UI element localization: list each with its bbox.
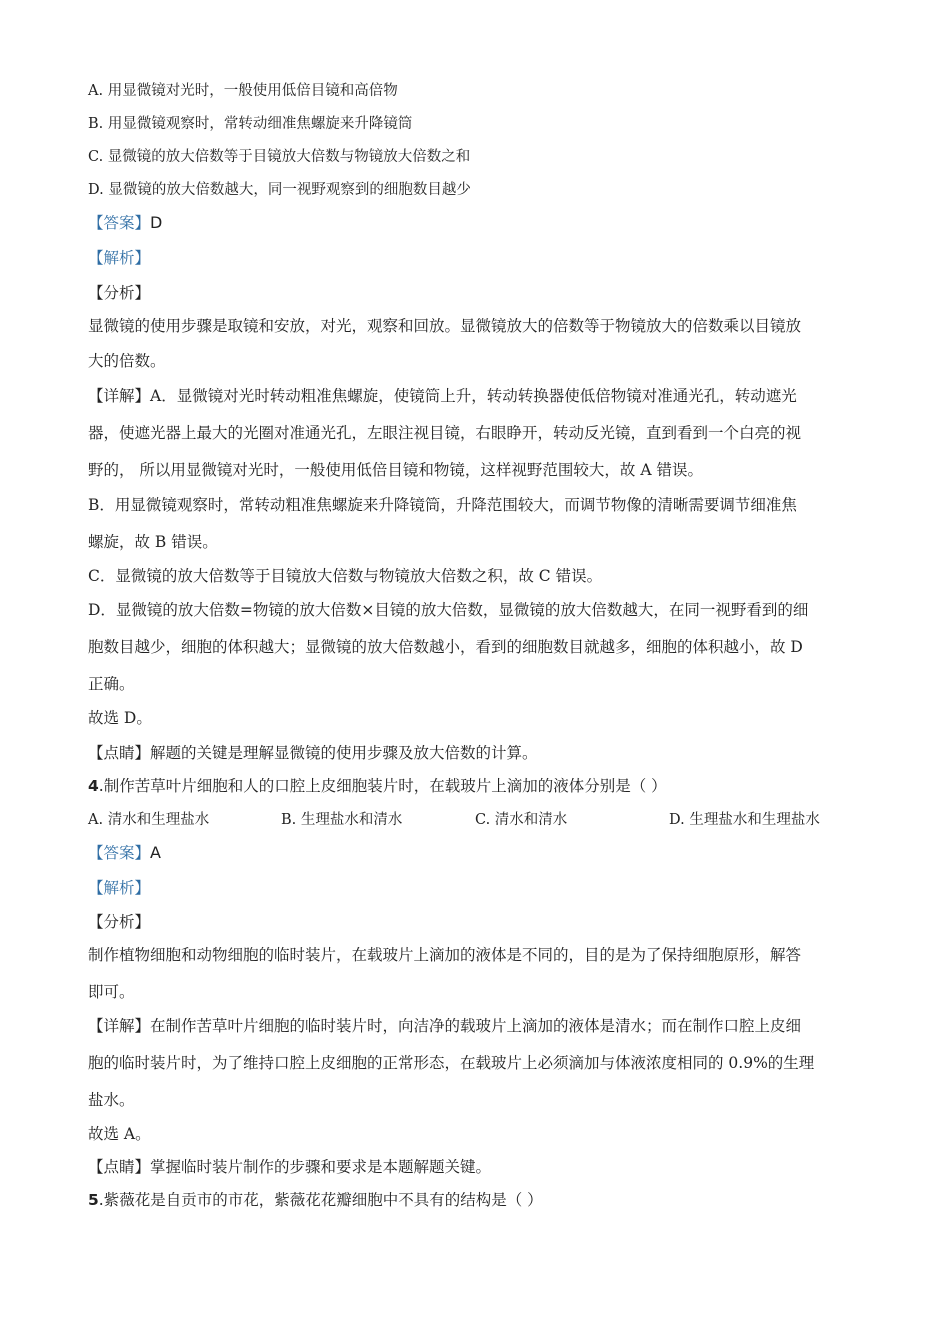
q4-option-b: B. 生理盐水和清水 — [281, 812, 403, 828]
q4-analysis-label: 【解析】 — [88, 879, 151, 897]
q4-answer — [88, 843, 161, 863]
q4-options — [88, 810, 868, 830]
q5-stem — [88, 1190, 543, 1210]
q5-number: 5 — [88, 1191, 99, 1209]
q4-option-c: C. 清水和清水 — [475, 812, 568, 828]
q3-analysis-label: 【解析】 — [88, 249, 151, 267]
q4-number: 4 — [88, 777, 99, 795]
q3-detail-line: 野的， 所以用显微镜对光时，一般使用低倍目镜和物镜，这样视野范围较大，故 A 错误。 — [88, 461, 703, 479]
q4-choice: 故选 A。 — [88, 1125, 151, 1143]
q4-detail-line: 【详解】在制作苦草叶片细胞的临时装片时，向洁净的载玻片上滴加的液体是清水；而在制作口腔上皮细 — [88, 1017, 802, 1035]
q3-answer — [88, 213, 162, 233]
q5-stem-text: .紫薇花是自贡市的市花，紫薇花花瓣细胞中不具有的结构是（ ） — [98, 1191, 543, 1209]
q4-fenxi-label: 【分析】 — [88, 913, 151, 931]
answer-value: A — [150, 843, 161, 862]
q3-detail-line: 正确。 — [88, 675, 135, 693]
q4-point: 【点睛】掌握临时装片制作的步骤和要求是本题解题关键。 — [88, 1158, 492, 1176]
q3-detail-line: B．用显微镜观察时，常转动粗准焦螺旋来升降镜筒，升降范围较大，而调节物像的清晰需要调节细准焦 — [88, 496, 797, 514]
q3-fenxi-line: 显微镜的使用步骤是取镜和安放，对光，观察和回放。显微镜放大的倍数等于物镜放大的倍数乘以目镜放 — [88, 317, 802, 335]
q3-detail-line: 器，使遮光器上最大的光圈对准通光孔，左眼注视目镜，右眼睁开，转动反光镜，直到看到一个白亮的视 — [88, 424, 802, 442]
q3-option-a: A. 用显微镜对光时，一般使用低倍目镜和高倍物 — [88, 83, 398, 99]
q3-option-c: C. 显微镜的放大倍数等于目镜放大倍数与物镜放大倍数之和 — [88, 149, 471, 165]
q4-detail-line: 盐水。 — [88, 1091, 135, 1109]
q4-option-a: A. 清水和生理盐水 — [88, 812, 210, 828]
q4-option-d: D. 生理盐水和生理盐水 — [669, 812, 820, 828]
answer-label: 【答案】 — [88, 214, 151, 232]
q4-fenxi-line: 即可。 — [88, 983, 135, 1001]
q3-option-d: D. 显微镜的放大倍数越大，同一视野观察到的细胞数目越少 — [88, 182, 471, 198]
q3-point: 【点睛】解题的关键是理解显微镜的使用步骤及放大倍数的计算。 — [88, 744, 538, 762]
q3-fenxi-label: 【分析】 — [88, 284, 151, 302]
q3-detail-line: 【详解】A．显微镜对光时转动粗准焦螺旋，使镜筒上升，转动转换器使低倍物镜对准通光孔，转动遮光 — [88, 387, 797, 405]
q3-detail-line: 胞数目越少，细胞的体积越大；显微镜的放大倍数越小，看到的细胞数目就越多，细胞的体积越小，故 D — [88, 638, 803, 656]
q4-stem — [88, 776, 667, 796]
q4-fenxi-line: 制作植物细胞和动物细胞的临时装片，在载玻片上滴加的液体是不同的，目的是为了保持细胞原形，解答 — [88, 946, 802, 964]
q3-detail-line: D．显微镜的放大倍数=物镜的放大倍数×目镜的放大倍数，显微镜的放大倍数越大，在同一视野看到的细 — [88, 601, 809, 619]
q3-fenxi-line: 大的倍数。 — [88, 352, 166, 370]
answer-value: D — [150, 213, 163, 232]
q3-choice: 故选 D。 — [88, 709, 152, 727]
q4-detail-line: 胞的临时装片时，为了维持口腔上皮细胞的正常形态，在载玻片上必须滴加与体液浓度相同的 0.9%的生理 — [88, 1054, 815, 1072]
q3-detail-line: 螺旋，故 B 错误。 — [88, 533, 218, 551]
answer-label: 【答案】 — [88, 844, 151, 862]
q4-stem-text: .制作苦草叶片细胞和人的口腔上皮细胞装片时，在载玻片上滴加的液体分别是（ ） — [98, 777, 667, 795]
q3-option-b: B. 用显微镜观察时，常转动细准焦螺旋来升降镜筒 — [88, 116, 413, 132]
q3-detail-line: C．显微镜的放大倍数等于目镜放大倍数与物镜放大倍数之积，故 C 错误。 — [88, 567, 603, 585]
